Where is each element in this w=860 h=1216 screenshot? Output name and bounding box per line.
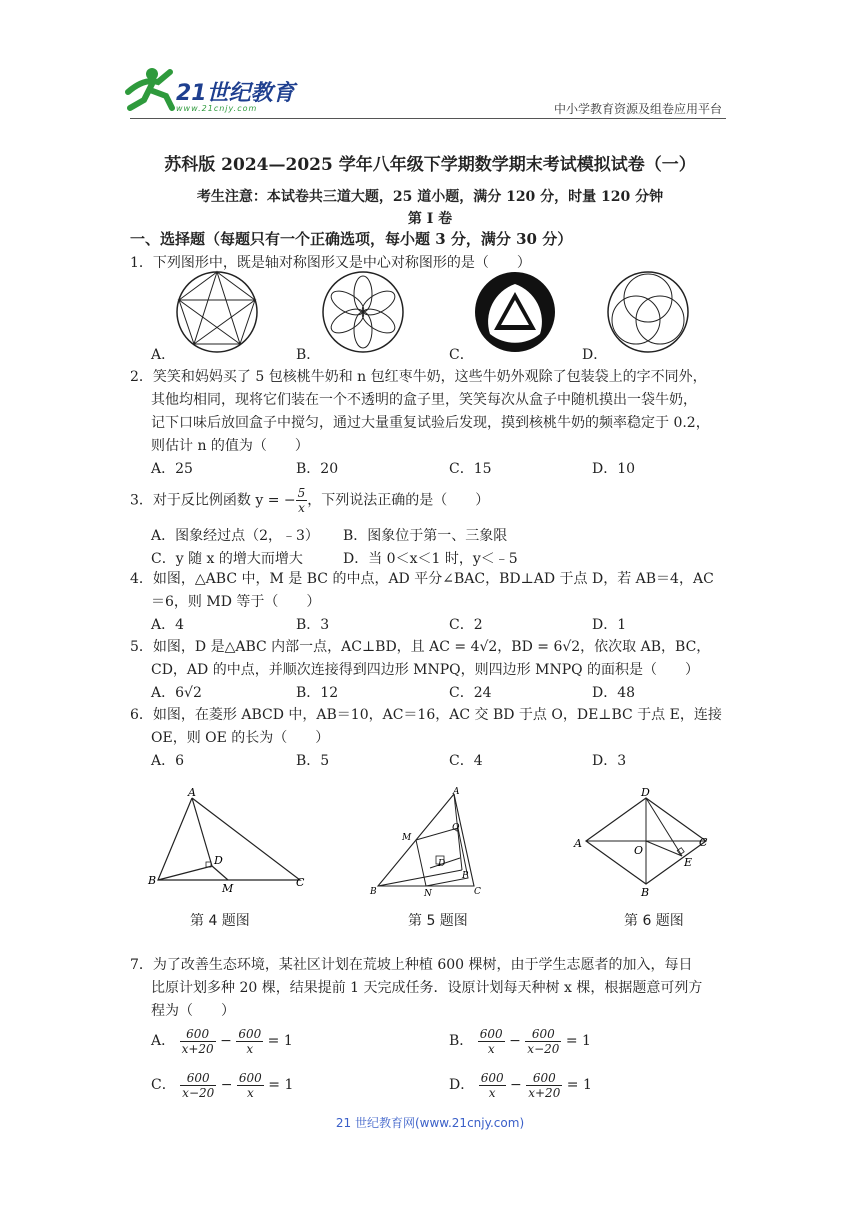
q6-option-d: D．3 <box>592 753 627 769</box>
q4-line-2: ＝6，则 MD 等于（ ） <box>151 594 321 610</box>
q5-option-d: D．48 <box>592 685 636 701</box>
q1-option-d: D． <box>582 347 608 363</box>
q1-stem: 1．下列图形中，既是轴对称图形又是中心对称图形的是（ ） <box>130 255 531 271</box>
fig4-label-m: M <box>222 882 234 895</box>
exam-notice: 考生注意：本试卷共三道大题，25 道小题，满分 120 分，时量 120 分钟 <box>196 189 664 205</box>
q5-option-c: C．24 <box>449 685 492 701</box>
fig4-label-b: B <box>148 874 157 887</box>
footer-link[interactable]: 21 世纪教育网(www.21cnjy.com) <box>335 1116 525 1130</box>
q3-option-c: C．y 随 x 的增大而增大 <box>151 551 303 567</box>
q3-option-a: A．图象经过点（2，﹣3） <box>151 528 319 544</box>
exam-title: 苏科版 2024—2025 学年八年级下学期数学期末考试模拟试卷（一） <box>164 155 696 175</box>
q3-fraction <box>296 486 308 515</box>
fig6-label-e: E <box>684 856 693 869</box>
q3-prefix: 3．对于反比例函数 y = − <box>130 492 296 509</box>
fig6-label-o: O <box>634 844 644 857</box>
q3-option-b: B．图象位于第一、三象限 <box>343 528 508 544</box>
fig5-label-d: D <box>438 859 446 869</box>
logo-text: 21世纪教育 <box>176 81 295 106</box>
q7-option-c: C． $\frac{600}{x-20}$ − $\frac{600}{x}$ = 1 <box>151 1070 294 1100</box>
q2-line-2: 其他均相同，现将它们装在一个不透明的盒子里，笑笑每次从盒子中随机摸出一袋牛奶， <box>151 392 697 408</box>
fig5-label-a: A <box>453 787 460 797</box>
q4-line-1: 4．如图，△ABC 中，M 是 BC 的中点，AD 平分∠BAC，BD⊥AD 于点 D，若 AB＝4，AC <box>130 571 714 587</box>
runner-logo-icon <box>122 66 182 116</box>
q2-option-c: C．15 <box>449 461 492 477</box>
fig4-label-a: A <box>188 786 196 799</box>
fig4-label-c: C <box>296 876 305 889</box>
fig5-label-p: P <box>462 871 469 881</box>
q7-option-b: B． $\frac{600}{x}$ − $\frac{600}{x-20}$ = 1 <box>449 1026 591 1056</box>
platform-text: 中小学教育资源及组卷应用平台 <box>553 102 722 116</box>
q7-line-1: 7．为了改善生态环境，某社区计划在荒坡上种植 600 棵树，由于学生志愿者的加入，每日 <box>130 957 693 973</box>
section-heading: 一、选择题（每题只有一个正确选项，每小题 3 分，满分 30 分） <box>130 230 573 248</box>
q2-line-4: 则估计 n 的值为（ ） <box>151 438 309 454</box>
fig4-caption: 第 4 题图 <box>190 913 250 929</box>
fig6-label-c: C <box>699 836 708 849</box>
q6-option-a: A．6 <box>151 753 185 769</box>
q4-option-c: C．2 <box>449 617 483 633</box>
figure-6 <box>574 786 718 899</box>
q3-option-d: D．当 0＜x＜1 时，y＜﹣5 <box>343 551 518 567</box>
q7-option-d: D． $\frac{600}{x}$ − $\frac{600}{x+20}$ = 1 <box>449 1070 592 1100</box>
figure-5 <box>370 786 490 899</box>
fig5-label-b: B <box>370 887 377 897</box>
figure-4 <box>150 786 320 896</box>
q2-line-3: 记下口味后放回盒子中搅匀，通过大量重复试验后发现，摸到核桃牛奶的频率稳定于 0.2， <box>151 415 710 431</box>
fig4-label-d: D <box>214 854 223 867</box>
fig5-label-c: C <box>474 887 481 897</box>
fig5-label-q: Q <box>452 823 460 833</box>
q3-frac-den: x <box>298 501 305 515</box>
q5-option-a: A．6√2 <box>151 685 202 701</box>
fig5-label-n: N <box>424 889 432 899</box>
fig5-caption: 第 5 题图 <box>408 913 468 929</box>
reuleaux-triangle-icon <box>470 270 560 360</box>
fig5-label-m: M <box>402 833 412 843</box>
q2-option-a: A．25 <box>151 461 193 477</box>
q3-frac-num: 5 <box>297 486 306 500</box>
q5-option-b: B．12 <box>296 685 339 701</box>
fig6-label-b: B <box>641 886 650 899</box>
q3-stem <box>130 486 489 515</box>
q6-option-c: C．4 <box>449 753 483 769</box>
q6-line-2: OE，则 OE 的长为（ ） <box>151 730 330 746</box>
q1-option-c: C． <box>449 347 474 363</box>
volume-label: 第 I 卷 <box>407 211 453 227</box>
header-rule <box>130 118 726 119</box>
three-circles-icon <box>603 270 693 360</box>
fig6-label-a: A <box>574 837 582 850</box>
six-petal-flower-icon <box>318 270 408 360</box>
q7-line-3: 程为（ ） <box>151 1003 235 1019</box>
q4-option-d: D．1 <box>592 617 627 633</box>
pentagram-in-circle-icon <box>172 270 262 360</box>
q2-option-d: D．10 <box>592 461 636 477</box>
q1-option-a: A． <box>151 347 176 363</box>
q1-option-b: B． <box>296 347 321 363</box>
fig6-label-d: D <box>641 786 650 799</box>
q7-line-2: 比原计划多种 20 棵，结果提前 1 天完成任务．设原计划每天种树 x 棵，根据题意可列方 <box>151 980 703 996</box>
q3-suffix: ，下列说法正确的是（ ） <box>307 492 490 509</box>
fig6-caption: 第 6 题图 <box>624 913 684 929</box>
q5-line-1: 5．如图，D 是△ABC 内部一点，AC⊥BD，且 AC = 4√2，BD = 6√2，依次取 AB，BC， <box>130 639 711 655</box>
q5-line-2: CD，AD 的中点，并顺次连接得到四边形 MNPQ，则四边形 MNPQ 的面积是（ ） <box>151 662 700 678</box>
logo-url: www.21cnjy.com <box>176 104 258 113</box>
q4-option-a: A．4 <box>151 617 185 633</box>
q7-option-a: A． $\frac{600}{x+20}$ − $\frac{600}{x}$ = 1 <box>151 1026 293 1056</box>
q2-line-1: 2．笑笑和妈妈买了 5 包核桃牛奶和 n 包红枣牛奶，这些牛奶外观除了包装袋上的字不同外， <box>130 369 707 385</box>
q4-option-b: B．3 <box>296 617 330 633</box>
q6-option-b: B．5 <box>296 753 330 769</box>
header <box>0 60 860 120</box>
q2-option-b: B．20 <box>296 461 339 477</box>
q6-line-1: 6．如图，在菱形 ABCD 中，AB＝10，AC＝16，AC 交 BD 于点 O，DE⊥BC 于点 E，连接 <box>130 707 722 723</box>
